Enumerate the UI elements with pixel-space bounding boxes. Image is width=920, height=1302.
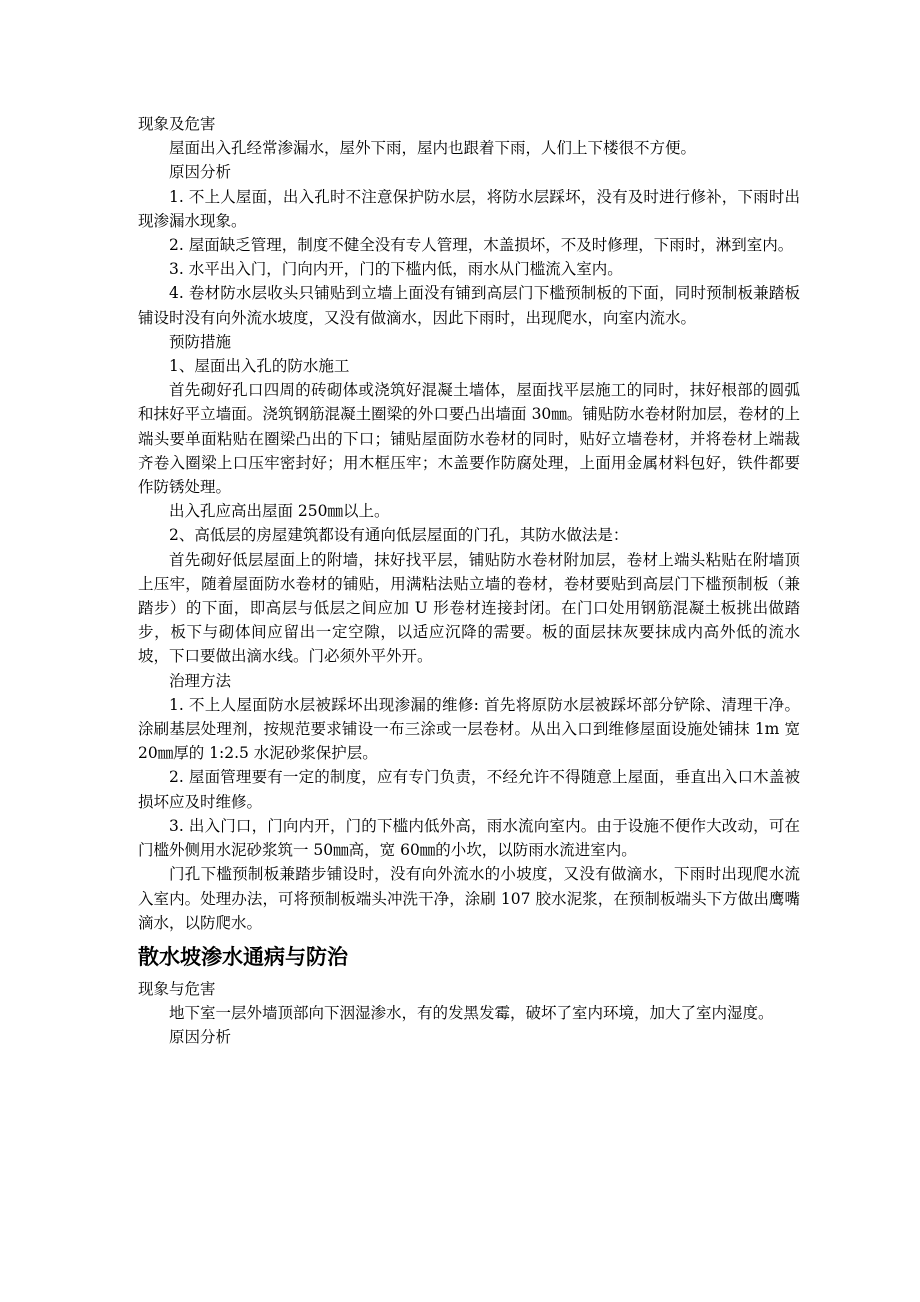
paragraph: 首先砌好孔口四周的砖砌体或浇筑好混凝土墙体，屋面找平层施工的同时，抹好根部的圆弧和抹好平立墙面。浇筑钢筋混凝土圈梁的外口要凸出墙面 30㎜。铺贴防水卷材附加层，卷材的上端头要单面粘贴在圈梁凸出的下口；铺贴屋面防水卷材的同时，贴好立墙卷材，并将卷材上端裁齐卷入圈梁上口压牢密封好；用木框压牢；木盖要作防腐处理，上面用金属材料包好，铁件都要作防锈处理。 [138, 381, 800, 497]
paragraph: 2、高低层的房屋建筑都设有通向低层屋面的门孔，其防水做法是： [169, 526, 629, 545]
paragraph: 预防措施 [169, 332, 232, 351]
paragraph: 现象与危害 [138, 979, 216, 998]
paragraph: 1、屋面出入孔的防水施工 [169, 357, 350, 376]
paragraph: 原因分析 [169, 163, 232, 182]
paragraph: 4. 卷材防水层收头只铺贴到立墙上面没有铺到高层门下槛预制板的下面，同时预制板兼踏板铺设时没有向外流水坡度，又没有做滴水，因此下雨时，出现爬水，向室内流水。 [138, 284, 800, 327]
paragraph: 2. 屋面管理要有一定的制度，应有专门负责，不经允许不得随意上屋面，垂直出入口木盖被损坏应及时维修。 [138, 768, 800, 811]
paragraph: 1. 不上人屋面防水层被踩坏出现渗漏的维修: 首先将原防水层被踩坏部分铲除、清理干净。涂刷基层处理剂，按规范要求铺设一布三涂或一层卷材。从出入口到维修屋面设施处铺抹 1m 宽 20㎜厚的 1:2.5 水泥砂浆保护层。 [138, 695, 800, 763]
paragraph: 首先砌好低层屋面上的附墙，抹好找平层，铺贴防水卷材附加层，卷材上端头粘贴在附墙顶上压牢，随着屋面防水卷材的铺贴，用满粘法贴立墙的卷材，卷材要贴到高层门下槛预制板（兼踏步）的下面，即高层与低层之间应加 U 形卷材连接封闭。在门口处用钢筋混凝土板挑出做踏步，板下与砌体间应留出一定空隙，以适应沉降的需要。板的面层抹灰要抹成内高外低的流水坡，下口要做出滴水线。门必须外平外开。 [138, 550, 800, 666]
paragraph: 出入孔应高出屋面 250㎜以上。 [169, 502, 390, 521]
paragraph: 现象及危害 [138, 115, 216, 133]
paragraph: 1. 不上人屋面，出入孔时不注意保护防水层，将防水层踩坏，没有及时进行修补，下雨时出现渗漏水现象。 [138, 187, 800, 230]
paragraph: 3. 出入门口，门向内开，门的下槛内低外高，雨水流向室内。由于设施不便作大改动，可在门槛外侧用水泥砂浆筑一 50㎜高，宽 60㎜的小坎，以防雨水流进室内。 [138, 816, 800, 860]
paragraph: 治理方法 [169, 671, 232, 690]
document-page [138, 112, 800, 1050]
section-heading: 散水坡渗水通病与防治 [138, 944, 348, 969]
paragraph: 门孔下槛预制板兼踏步铺设时，没有向外流水的小坡度，又没有做滴水，下雨时出现爬水流入室内。处理办法，可将预制板端头冲洗干净，涂刷 107 胶水泥浆，在预制板端头下方做出鹰嘴滴水，以防爬水。 [138, 865, 800, 932]
paragraph: 原因分析 [169, 1028, 232, 1047]
paragraph: 屋面出入孔经常渗漏水，屋外下雨，屋内也跟着下雨，人们上下楼很不方便。 [169, 139, 697, 158]
paragraph: 地下室一层外墙顶部向下洇湿渗水，有的发黑发霉，破坏了室内环境，加大了室内湿度。 [169, 1004, 774, 1023]
paragraph: 2. 屋面缺乏管理，制度不健全没有专人管理，木盖损坏，不及时修理，下雨时，淋到室内。 [169, 236, 794, 255]
paragraph: 3. 水平出入门，门向内开，门的下槛内低，雨水从门槛流入室内。 [169, 260, 623, 279]
